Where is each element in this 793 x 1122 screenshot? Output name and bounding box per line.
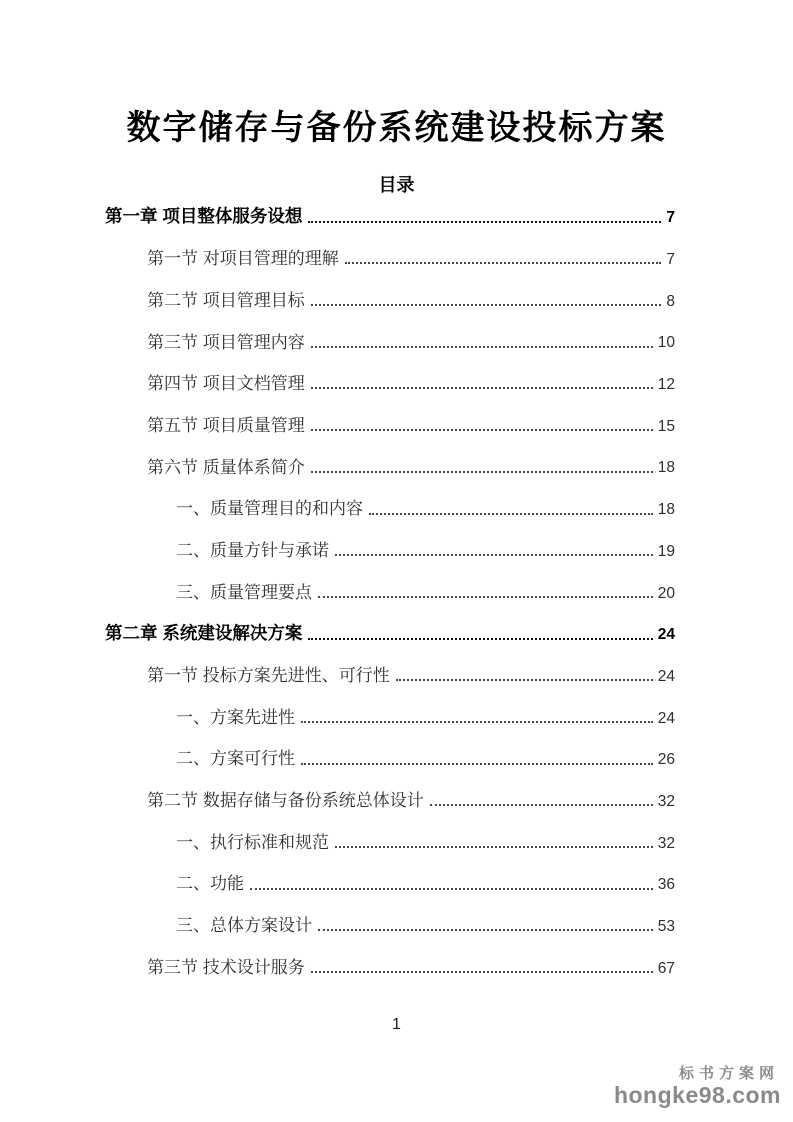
toc-entry-label: 第三节 技术设计服务: [147, 957, 305, 977]
watermark: [614, 1066, 781, 1108]
toc-entry-label: 二、功能: [176, 874, 244, 894]
dot-leader: [308, 638, 652, 640]
dot-leader: [369, 513, 653, 515]
toc-entry-page: 32: [657, 792, 675, 810]
toc-entry-page: 32: [657, 834, 675, 852]
toc-entry-label: 第二节 数据存储与备份系统总体设计: [147, 791, 424, 811]
toc-entry-page: 24: [657, 626, 675, 644]
dot-leader: [311, 971, 653, 973]
toc-entry[interactable]: [105, 936, 675, 978]
dot-leader: [396, 679, 653, 681]
toc-entry[interactable]: [105, 186, 675, 228]
toc-entry-page: 18: [657, 459, 675, 477]
dot-leader: [311, 429, 653, 431]
watermark-site-name: 标书方案网: [678, 1065, 779, 1082]
toc-entry[interactable]: [105, 520, 675, 562]
toc-entry-page: 24: [657, 709, 675, 727]
toc-entry[interactable]: [105, 811, 675, 853]
toc-entry-label: 二、质量方针与承诺: [176, 540, 329, 560]
dot-leader: [311, 346, 653, 348]
dot-leader: [301, 763, 653, 765]
toc-entry[interactable]: [105, 436, 675, 478]
toc-entry[interactable]: [105, 603, 675, 645]
toc-entry[interactable]: [105, 853, 675, 895]
dot-leader: [430, 804, 653, 806]
watermark-site-url: hongke98.com: [613, 1081, 781, 1108]
toc-entry-page: 7: [666, 209, 675, 227]
document-title: 数字储存与备份系统建设投标方案: [126, 110, 667, 147]
toc-entry-page: 67: [657, 959, 675, 977]
toc-entry[interactable]: [105, 770, 675, 812]
toc-entry[interactable]: [105, 561, 675, 603]
toc-entry-page: 18: [657, 501, 675, 519]
toc-entry-label: 一、质量管理目的和内容: [176, 499, 363, 519]
dot-leader: [311, 304, 662, 306]
toc-entry-label: 第六节 质量体系简介: [147, 457, 305, 477]
dot-leader: [308, 221, 661, 223]
toc-entry[interactable]: [105, 478, 675, 520]
toc-entry-page: 8: [666, 292, 675, 310]
dot-leader: [335, 846, 653, 848]
toc-entry-label: 第五节 项目质量管理: [147, 415, 305, 435]
toc-entry-page: 36: [657, 876, 675, 894]
toc-entry-label: 第三节 项目管理内容: [147, 332, 305, 352]
toc-entry[interactable]: [105, 686, 675, 728]
dot-leader: [301, 721, 653, 723]
toc-entry-page: 20: [657, 584, 675, 602]
toc-heading: 目录: [378, 175, 415, 195]
toc-entry-label: 一、执行标准和规范: [176, 832, 329, 852]
toc-entry-page: 15: [657, 417, 675, 435]
toc-entry-label: 第二节 项目管理目标: [147, 290, 305, 310]
dot-leader: [318, 596, 653, 598]
toc-entry-label: 第一章 项目整体服务设想: [105, 205, 303, 226]
toc-entry-page: 12: [657, 376, 675, 394]
page-number: 1: [392, 1016, 401, 1033]
toc-entry-page: 26: [657, 751, 675, 769]
dot-leader: [311, 471, 653, 473]
toc-entry[interactable]: [105, 311, 675, 353]
toc-entry-page: 53: [657, 918, 675, 935]
toc-entry-label: 第一节 投标方案先进性、可行性: [147, 666, 390, 685]
toc-list: [105, 186, 675, 978]
dot-leader: [335, 554, 653, 556]
toc-entry-page: 24: [657, 667, 675, 685]
toc-entry[interactable]: [105, 353, 675, 395]
dot-leader: [318, 929, 653, 931]
toc-entry-label: 第四节 项目文档管理: [147, 374, 305, 394]
toc-entry[interactable]: [105, 269, 675, 311]
toc-entry-label: 三、质量管理要点: [176, 582, 312, 602]
toc-entry[interactable]: [105, 645, 675, 687]
toc-entry[interactable]: [105, 728, 675, 770]
toc-entry-page: 19: [657, 542, 675, 560]
toc-entry-label: 三、总体方案设计: [176, 916, 312, 936]
toc-entry-label: 第二章 系统建设解决方案: [105, 622, 303, 643]
dot-leader: [345, 262, 662, 264]
toc-entry-label: 二、方案可行性: [176, 749, 295, 769]
toc-entry-label: 第一节 对项目管理的理解: [147, 249, 339, 269]
dot-leader: [311, 387, 653, 389]
toc-entry[interactable]: [105, 394, 675, 436]
dot-leader: [250, 888, 653, 890]
toc-entry-page: 7: [666, 251, 675, 268]
toc-entry-label: 一、方案先进性: [176, 707, 295, 727]
toc-entry[interactable]: [105, 895, 675, 937]
toc-entry[interactable]: [105, 228, 675, 270]
toc-entry-page: 10: [657, 334, 675, 352]
